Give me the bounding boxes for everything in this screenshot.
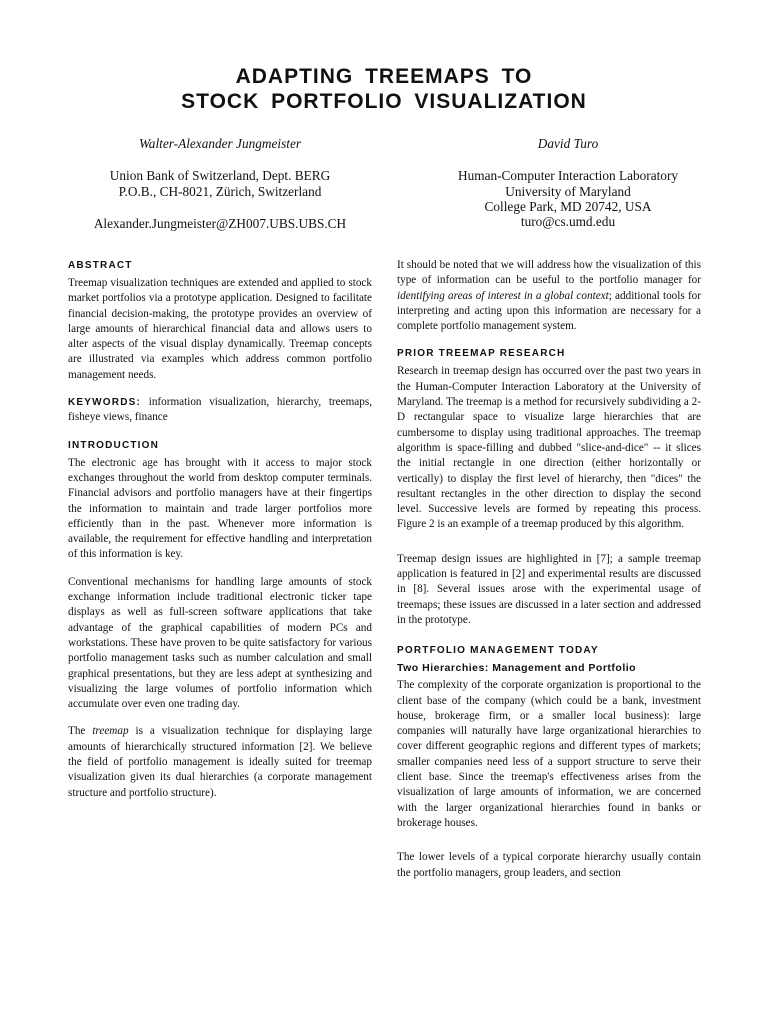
portfolio-management-heading: PORTFOLIO MANAGEMENT TODAY [397, 645, 599, 657]
intro-paragraph-4-end: ; additional tools for interpreting and acting upon this information are necessary for a complete portfolio management system. [397, 289, 701, 333]
abstract-heading: ABSTRACT [68, 260, 133, 271]
keywords-label: KEYWORDS: [68, 397, 142, 409]
keywords-text: information visualization, hierarchy, treemaps, fisheye views, finance [68, 396, 372, 424]
title-line-1: ADAPTING TREEMAPS TO [235, 65, 533, 88]
two-hierarchies-subheading: Two Hierarchies: Management and Portfolio [397, 662, 637, 675]
left-column [68, 258, 372, 813]
author-affiliation: Union Bank of Switzerland, Dept. BERG [109, 168, 331, 184]
prior-research-heading: PRIOR TREEMAP RESEARCH [397, 348, 566, 360]
author-email: turo@cs.umd.edu [520, 214, 616, 230]
author-institution: University of Maryland [505, 183, 631, 199]
emphasis-phrase: identifying areas of interest in a global context [397, 289, 609, 302]
intro-paragraph-3-start: The [68, 725, 93, 738]
prior-research-paragraph-2: Treemap design issues are highlighted in [7]; a sample treemap application is featured in [2] and experimental results are discussed in [8]. Several issues arose with the experimental usage of treemaps; these issues are discussed in a later section and addressed in the prototype. [397, 552, 701, 626]
author-name: David Turo [537, 136, 599, 151]
author-email: Alexander.Jungmeister@ZH007.UBS.UBS.CH [93, 215, 347, 231]
author-block-2 [398, 136, 738, 229]
intro-paragraph-2: Conventional mechanisms for handling large amounts of stock exchange information include traditional electronic ticker tape displays as well as full-screen software applications that take advantage of the graphical capabilities of modern PCs and workstations. These have proven to be quite satisfactory for various portfolio management tasks such as number calculation and small graphical presentations, but they are less adept at synthesizing and visualizing the large volumes of portfolio information which accumulate over even one trading day. [68, 575, 372, 711]
title-line-2: STOCK PORTFOLIO VISUALIZATION [181, 90, 587, 113]
right-column [397, 258, 701, 881]
portfolio-management-paragraph-2: The lower levels of a typical corporate hierarchy usually contain the portfolio managers, group leaders, and section [397, 851, 701, 879]
introduction-heading: INTRODUCTION [68, 439, 160, 451]
keywords [68, 395, 372, 426]
intro-paragraph-3-end: is a visualization technique for displaying large amounts of hierarchically structured information [2]. We believe the field of portfolio management is ideally suited for treemap visualization given its dual hierarchies (a corporate management structure and portfolio structure). [68, 725, 372, 799]
intro-paragraph-4-start: It should be noted that we will address how the visualization of this type of information can be useful to the portfolio manager for [397, 259, 701, 287]
author-block-1 [50, 136, 390, 231]
intro-paragraph-3 [68, 724, 372, 800]
author-address: P.O.B., CH-8021, Zürich, Switzerland [118, 183, 322, 199]
treemap-term: treemap [92, 725, 129, 738]
author-affiliation: Human-Computer Interaction Laboratory [457, 168, 679, 184]
abstract-text: Treemap visualization techniques are extended and applied to stock market portfolios via a prototype application. Designed to facilitate financial decision-making, the prototype provides an overview of large amounts of hierarchical financial data and allows users to alter aspects of the visual display dynamically. Treemap concepts are illustrated via examples which address common portfolio management needs. [68, 277, 372, 381]
author-name: Walter-Alexander Jungmeister [138, 136, 302, 151]
prior-research-paragraph-1: Research in treemap design has occurred over the past two years in the Human-Computer Interaction Laboratory at the University of Maryland. The treemap is a method for recursively subdividing a 2-D rectangular space to visualize large hierarchies that are cumbersome to display using traditional approaches. The treemap algorithm is space-filling and dubbed "slice-and-dice" -- it slices the initial rectangle in one direction (either horizontally or vertically) to display the first level of hierarchy, then "dices" the resultant rectangles in the other direction to display the second level. Successive levels are formed by repeating this process. Figure 2 is an example of a treemap produced by this algorithm. [397, 365, 701, 531]
author-address: College Park, MD 20742, USA [484, 198, 652, 214]
portfolio-management-paragraph-1: The complexity of the corporate organization is proportional to the client base of the company (which could be a bank, investment house, brokerage firm, or a smaller local business): large companies will naturally have large organizational hierarchies to cover different geographic regions and different types of markets; smaller companies need less of a support structure to serve their client base. Since the treemap's effectiveness arises from the visualization of large amounts of information, we are concerned with the larger organizational hierarchies found in banks or brokerage houses. [397, 679, 701, 829]
intro-paragraph-4 [397, 258, 701, 334]
paper-title [0, 64, 768, 114]
intro-paragraph-1: The electronic age has brought with it access to major stock exchanges throughout the world from desktop computer terminals. Financial advisors and portfolio managers have at their fingertips the information to maintain and trade larger portfolios more efficiently than in the past. Whenever more information is available, the requirement for effective handling and interpretation of this information is key. [68, 456, 372, 561]
